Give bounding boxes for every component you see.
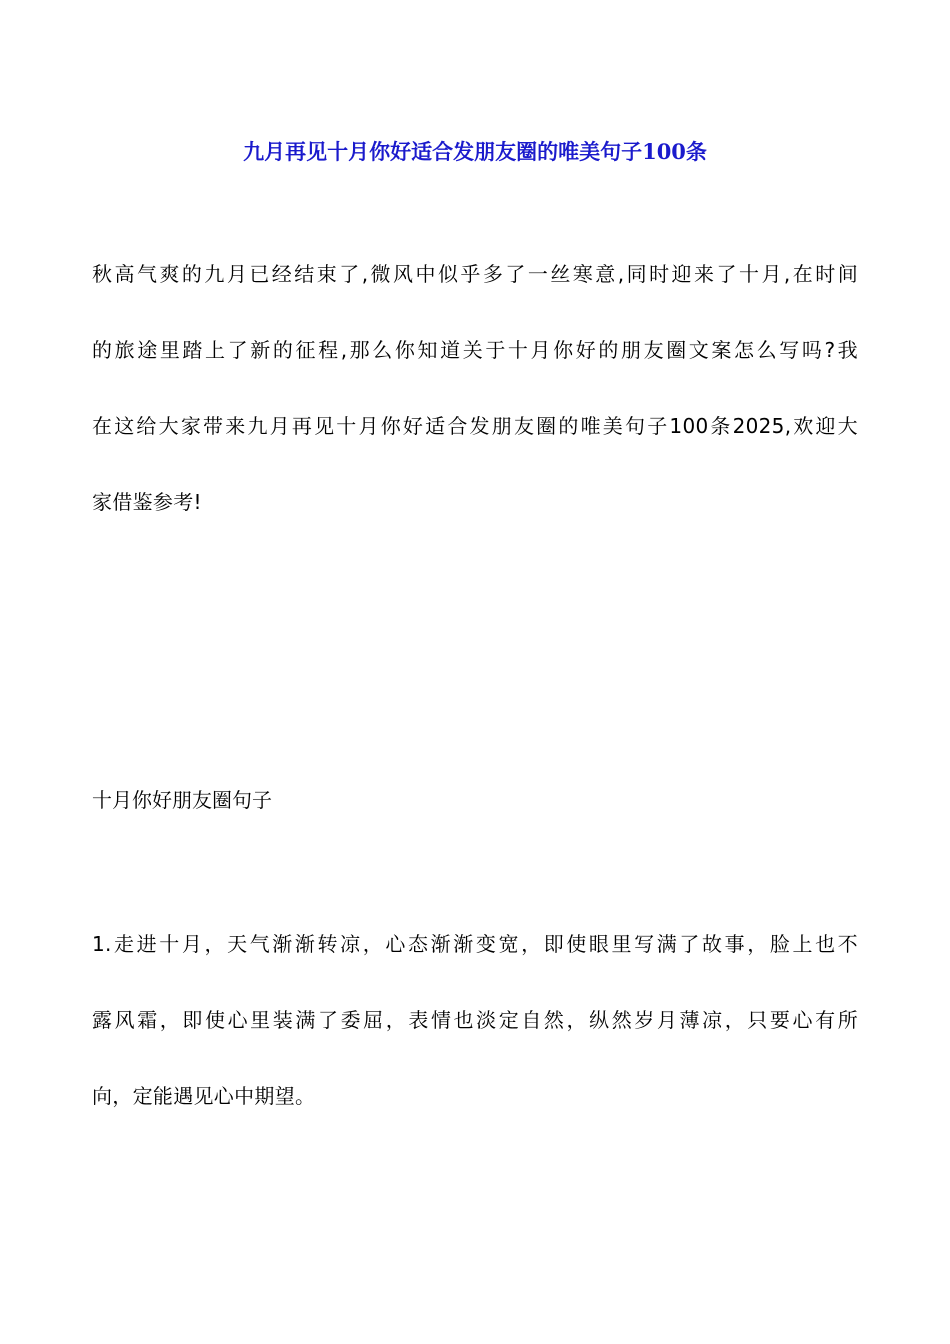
list-item-line: 向，定能遇见心中期望。	[92, 1084, 316, 1108]
list-item-line: 1.走进十月，天气渐渐转凉，心态渐渐变宽，即使眼里写满了故事，脸上也不	[92, 932, 858, 956]
intro-line: 秋高气爽的九月已经结束了,微风中似乎多了一丝寒意,同时迎来了十月,在时间	[92, 262, 858, 286]
intro-line: 的旅途里踏上了新的征程,那么你知道关于十月你好的朋友圈文案怎么写吗?我	[92, 338, 858, 362]
list-item-line: 露风霜，即使心里装满了委屈，表情也淡定自然，纵然岁月薄凉，只要心有所	[92, 1008, 858, 1032]
section-heading: 十月你好朋友圈句子	[92, 788, 272, 812]
list-item	[92, 906, 858, 1134]
intro-paragraph	[92, 236, 858, 540]
document-title: 九月再见十月你好适合发朋友圈的唯美句子100条	[243, 139, 707, 164]
intro-line: 在这给大家带来九月再见十月你好适合发朋友圈的唯美句子100条2025,欢迎大	[92, 414, 858, 438]
intro-line: 家借鉴参考!	[92, 490, 202, 514]
